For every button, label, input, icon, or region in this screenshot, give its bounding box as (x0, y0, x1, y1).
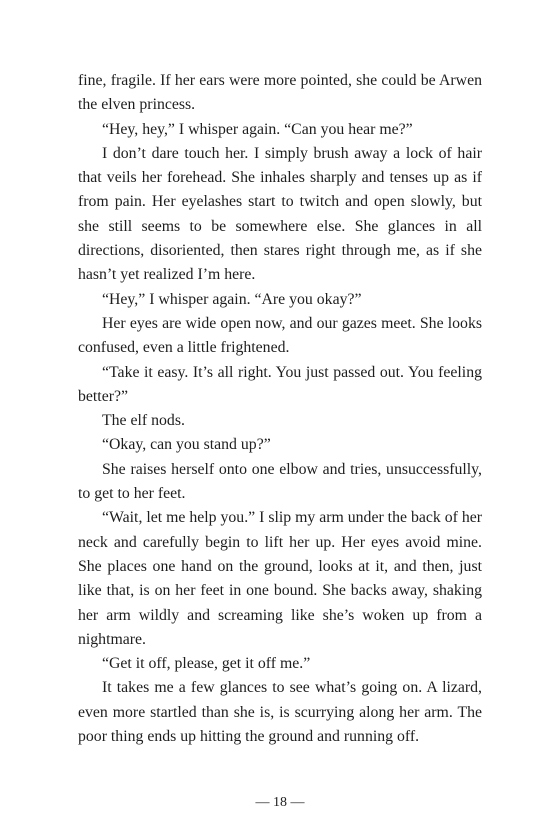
paragraph-3: I don’t dare touch her. I simply brush away a lock of hair that veils her forehead. She inhales sharply and tenses up as if from pain. Her eyelashes start to twitch and open slowly, but she still seems to be somewhere else. She glances in all directions, disoriented, then stares right through me, as if she hasn’t yet realized I’m here. (78, 144, 482, 284)
paragraph-4: “Hey,” I whisper again. “Are you okay?” (102, 290, 362, 308)
paragraph-8: “Okay, can you stand up?” (102, 436, 271, 454)
paragraph-1: fine, fragile. If her ears were more pointed, she could be Arwen the elven princess. (78, 72, 482, 114)
paragraph-10: “Wait, let me help you.” I slip my arm under the back of her neck and carefully begin to lift her up. Her eyes avoid mine. She places one hand on the ground, looks at it, and then, just like that, is on her feet in one bound. She backs away, shaking her arm wildly and screaming like she’s woken up from a nightmare. (78, 509, 482, 648)
paragraph-9: She raises herself onto one elbow and tries, unsuccessfully, to get to her feet. (78, 460, 482, 503)
paragraph-5: Her eyes are wide open now, and our gazes meet. She looks confused, even a little frightened. (78, 314, 482, 357)
page-body (78, 69, 482, 749)
page-number: — 18 — (255, 795, 305, 810)
paragraph-11: “Get it off, please, get it off me.” (102, 655, 311, 673)
paragraph-12: It takes me a few glances to see what’s going on. A lizard, even more startled than she is, is scurrying along her arm. The poor thing ends up hitting the ground and running off. (78, 679, 482, 746)
paragraph-7: The elf nods. (102, 412, 185, 430)
paragraph-2: “Hey, hey,” I whisper again. “Can you hear me?” (102, 120, 413, 138)
paragraph-6: “Take it easy. It’s all right. You just passed out. You feeling better?” (78, 363, 482, 405)
